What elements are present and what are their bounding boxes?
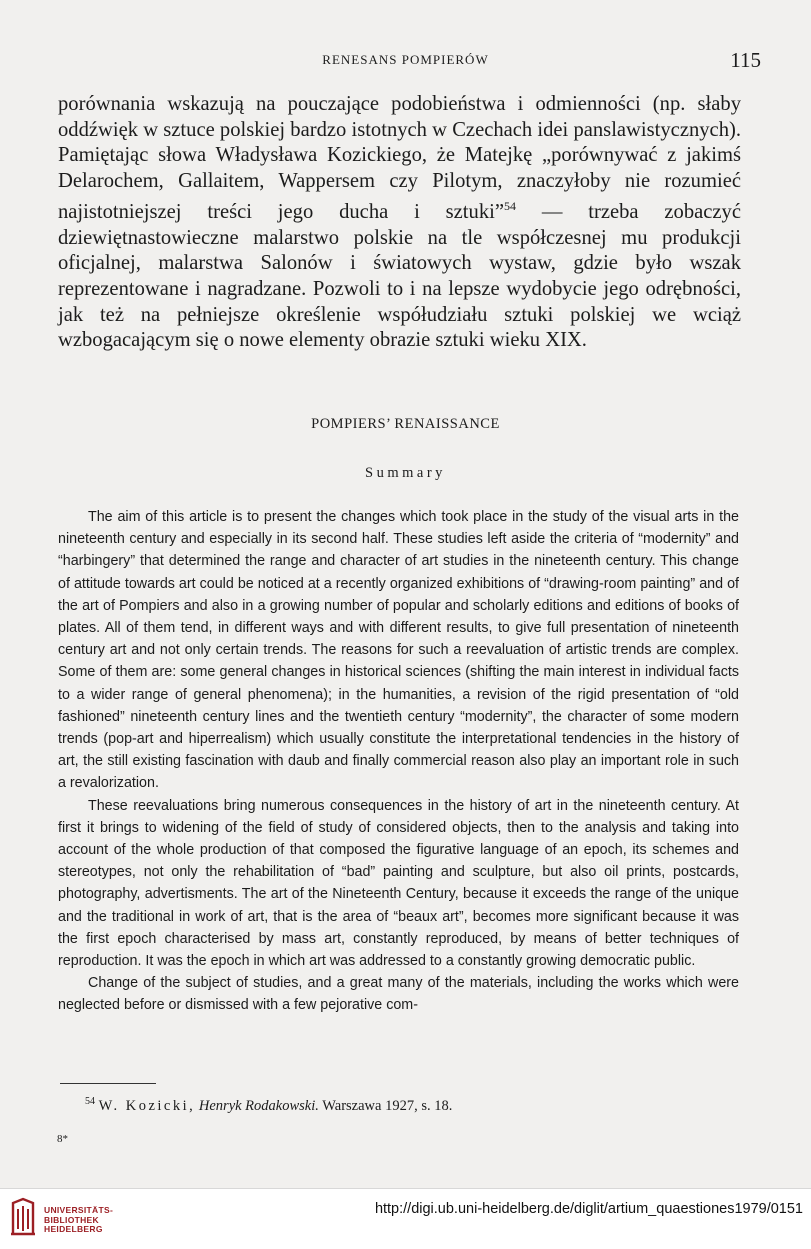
library-line: HEIDELBERG xyxy=(44,1224,103,1234)
polish-paragraph xyxy=(58,92,741,354)
footnote-reference: 54 xyxy=(504,199,516,214)
footnote-title: Henryk Rodakowski. xyxy=(198,1097,319,1114)
footnote-divider xyxy=(60,1083,156,1084)
section-title: POMPIERS’ RENAISSANCE xyxy=(311,416,500,432)
summary-paragraph: The aim of this article is to present the changes which took place in the study of the visual arts in the nineteenth century and especially in its second half. These studies left aside the criteria of “modernity” and “harbingery” that determined the range and character of art studies in the nineteenth century. This change of attitude towards art could be noticed at a recently organized exhibitions of “drawing-room painting” and of the art of Pompiers and also in a growing number of popular and scholarly editions and editions of books of plates. All of them tend, in different ways and with different results, to give full presentation of nineteenth century art and not only certain trends. The reasons for such a reevaluation of artistic trends are complex. Some of them are: some general changes in historical sciences (shifting the main interest in individual facts to a wider range of general phenomena); in the humanities, a revision of the rigid presentation of “old fashioned” nineteenth century lines and the twentieth century “modernity”, the character of some modern trends (pop-art and hiperrealism) which usually constitute the interpretational tendencies in the history of art, the still existing fascination with daub and finally commercial reason also play an important role in such a revalorization. xyxy=(58,509,739,792)
library-line: UNIVERSITÄTS- xyxy=(44,1205,114,1215)
footnote-rest: Warszawa 1927, s. 18. xyxy=(318,1097,453,1114)
page-number: 115 xyxy=(730,48,761,72)
running-head: RENESANS POMPIERÓW xyxy=(322,52,489,67)
summary-paragraph: These reevaluations bring numerous consequences in the history of art in the nineteenth century. At first it brings to widening of the field of study of considered objects, then to the analysis and taking into account of the whole production of that composed the figurative language of an epoch, its schemes and stereotypes, not only the rehabilitation of “bad” painting and sculpture, but also oil prints, postcards, photography, advertisments. The art of the Nineteenth Century, because it exceeds the range of the unique and the traditional in work of art, that is the area of “beaux art”, becomes more significant because it was the first epoch characterised by mass art, constantly reproduced, by means of better techniques of reproduction. It was the epoch in which art was addressed to a constantly growing democratic public. xyxy=(58,797,739,970)
footnote-number: 54 xyxy=(85,1096,95,1107)
footnote-author: W. Kozicki, xyxy=(98,1097,196,1114)
polish-text-after: — trzeba zobaczyć dziewiętnastowieczne malarstwo polskie na tle współczesnej mu produkcji oficjalnej, malarstwa Salonów i światowych wystaw, gdzie było wszak reprezentowane i nagradzane. Pozwoli to i na lepsze wydobycie jego odrębności, jak też na pełniejsze określenie współudziału sztuki polskiej we wciąż wzbogacającym się o nowe elementy obrazie sztuki wieku XIX. xyxy=(58,201,741,352)
signature-mark: 8* xyxy=(57,1133,68,1145)
footnote xyxy=(85,1096,745,1115)
summary-paragraph: Change of the subject of studies, and a great many of the materials, including the works which were neglected before or dismissed with a few pejorative com- xyxy=(58,975,739,1014)
summary-label: Summary xyxy=(365,465,446,481)
university-library-logo-icon xyxy=(10,1197,36,1237)
source-url-link[interactable]: http://digi.ub.uni-heidelberg.de/diglit/artium_quaestiones1979/0151 xyxy=(374,1201,803,1217)
summary-body xyxy=(58,506,739,1017)
library-name xyxy=(44,1206,113,1235)
footer-bar xyxy=(0,1188,811,1249)
library-line: BIBLIOTHEK xyxy=(44,1214,99,1225)
polish-text-before: porównania wskazują na pouczające podobieństwa i odmienności (np. słaby oddźwięk w sztuce polskiej bardzo istotnych w Czechach idei panslawistycznych). Pamiętając słowa Władysława Kozickiego, że Matejkę „porównywać z jakimś Delarochem, Gallaitem, Wappersem czy Pilotym, znaczyłoby nie rozumieć najistotniejszej treści jego ducha i sztuki” xyxy=(58,93,741,224)
